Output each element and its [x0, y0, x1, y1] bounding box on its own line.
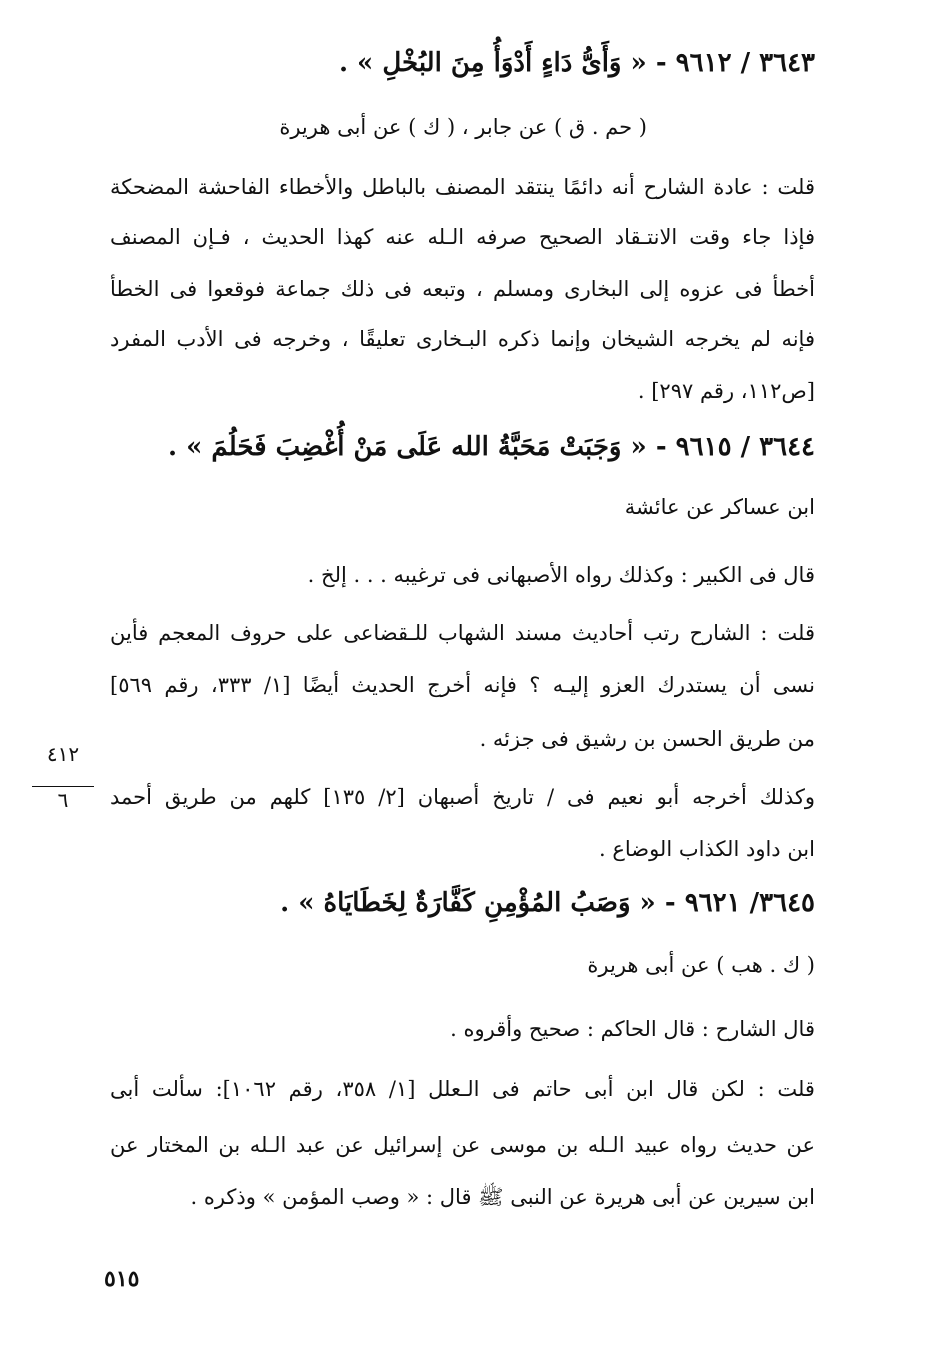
commentary-line: من طريق الحسن بن رشيق فى جزئه . — [479, 727, 815, 751]
hadith-source-3644: ابن عساكر عن عائشة — [624, 495, 815, 519]
commentary-line: عن حديث رواه عبيد الـله بن موسى عن إسرائيل عن عبد الـله بن المختار عن — [110, 1133, 815, 1157]
commentary-line: ابن داود الكذاب الوضاع . — [598, 837, 815, 861]
commentary-line: قال الشارح : قال الحاكم : صحيح وأقروه . — [450, 1017, 815, 1041]
commentary-line: فإنه لم يخرجه الشيخان وإنما ذكره البـخارى تعليقًا ، وخرجه فى الأدب المفرد — [110, 327, 815, 351]
hadith-heading-3644: ٣٦٤٤ / ٩٦١٥ - « وَجَبَتْ مَحَبَّةُ الله عَلَى مَنْ أُغْضِبَ فَحَلُمَ » . — [168, 432, 815, 462]
hadith-heading-3643: ٣٦٤٣ / ٩٦١٢ - « وَأَىُّ دَاءٍ أَدْوَأُ مِنَ البُخْلِ » . — [338, 48, 815, 78]
commentary-line: قلت : الشارح رتب أحاديث مسند الشهاب للـقضاعى على حروف المعجم فأين — [110, 621, 815, 645]
commentary-line: أخطأ فى عزوه إلى البخارى ومسلم ، وتبعه فى ذلك جماعة فوقعوا فى الخطأ — [110, 277, 815, 301]
page-number: ٥١٥ — [104, 1266, 140, 1292]
hadith-source-3643: ( حم . ق ) عن جابر ، ( ك ) عن أبى هريرة — [279, 115, 647, 139]
commentary-line: وكذلك أخرجه أبو نعيم فى / تاريخ أصبهان [٢/ ١٣٥] كلهم من طريق أحمد — [110, 785, 816, 809]
commentary-line: [ص١١٢، رقم ٢٩٧] . — [637, 379, 815, 403]
hadith-heading-3645: ٣٦٤٥/ ٩٦٢١ - « وَصَبُ المُؤْمِنِ كَفَّارَةٌ لِخَطَايَاهُ » . — [280, 888, 815, 918]
commentary-line: ابن سيرين عن أبى هريرة عن النبى ﷺ قال : « وصب المؤمن » وذكره . — [190, 1185, 815, 1209]
commentary-line: قلت : عادة الشارح أنه دائمًا ينتقد المصنف بالباطل والأخطاء الفاحشة المضحكة — [110, 175, 815, 199]
hadith-source-3645: ( ك . هب ) عن أبى هريرة — [587, 953, 815, 977]
margin-page-ref-bottom: ٦ — [57, 788, 69, 812]
commentary-line: فإذا جاء وقت الانتـقاد الصحيح صرفه الـله عنه كهذا الحديث ، فـإن المصنف — [110, 225, 815, 249]
commentary-line: نسى أن يستدرك العزو إليـه ؟ فإنه أخرج الحديث أيضًا [١/ ٣٣٣، رقم ٥٦٩] — [110, 673, 815, 697]
commentary-line: قال فى الكبير : وكذلك رواه الأصبهانى فى ترغيبه . . . إلخ . — [307, 563, 815, 587]
commentary-line: قلت : لكن قال ابن أبى حاتم فى الـعلل [١/ ٣٥٨، رقم ١٠٦٢]: سألت أبى — [110, 1077, 815, 1101]
margin-page-ref-top: ٤١٢ — [46, 742, 80, 766]
margin-rule — [32, 786, 94, 787]
